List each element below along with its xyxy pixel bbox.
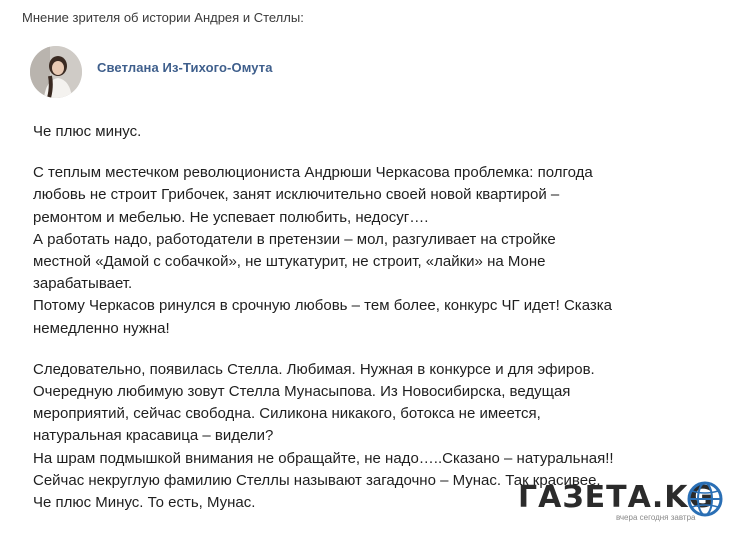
watermark-tagline: вчера сегодня завтра [616,513,696,522]
post-line: На шрам подмышкой внимания не обращайте, не надо…..Сказано – натуральная!! [33,449,614,467]
watermark [518,480,730,528]
post-line: натуральная красавица – видели? [33,427,274,445]
post-line: мероприятий, сейчас свободна. Силикона никакого, ботокса не имеется, [33,405,541,423]
post-line: Очередную любимую зовут Стелла Мунасыпова. Из Новосибирска, ведущая [33,383,571,401]
watermark-brand: ГАЗЕТА.KG [518,480,715,515]
avatar[interactable] [30,46,82,98]
post-line: Че плюс минус. [33,123,142,140]
post-line: А работать надо, работодатели в претензии – мол, разгуливает на стройке [33,230,556,248]
globe-icon [686,480,724,518]
post-line: любовь не строит Грибочек, занят исключительно своей новой квартирой – [33,186,560,204]
post-line: Сейчас некруглую фамилию Стеллы называют загадочно – Мунас. Так красивее. [33,471,601,489]
post-line: С теплым местечком революциониста Андрюши Черкасова проблемка: полгода [33,164,593,182]
post-line: немедленно нужна! [33,319,170,337]
author-name[interactable]: Светлана Из-Тихого-Омута [97,60,273,75]
paragraph-gap [33,143,673,162]
post-body [33,121,673,514]
post-line: Потому Черкасов ринулся в срочную любовь – тем более, конкурс ЧГ идет! Сказка [33,297,612,315]
post-line: ремонтом и мебелью. Не успевает полюбить, недосуг…. [33,208,429,226]
paragraph-gap [33,340,673,359]
avatar-photo [30,46,82,98]
post-line: местной «Дамой с собачкой», не штукатурит, не строит, «лайки» на Моне [33,253,546,271]
caption: Мнение зрителя об истории Андрея и Стеллы: [22,10,304,25]
post-line: Че плюс Минус. То есть, Мунас. [33,494,256,512]
post-line: Следовательно, появилась Стелла. Любимая. Нужная в конкурсе и для эфиров. [33,360,595,378]
post-line: зарабатывает. [33,275,133,293]
